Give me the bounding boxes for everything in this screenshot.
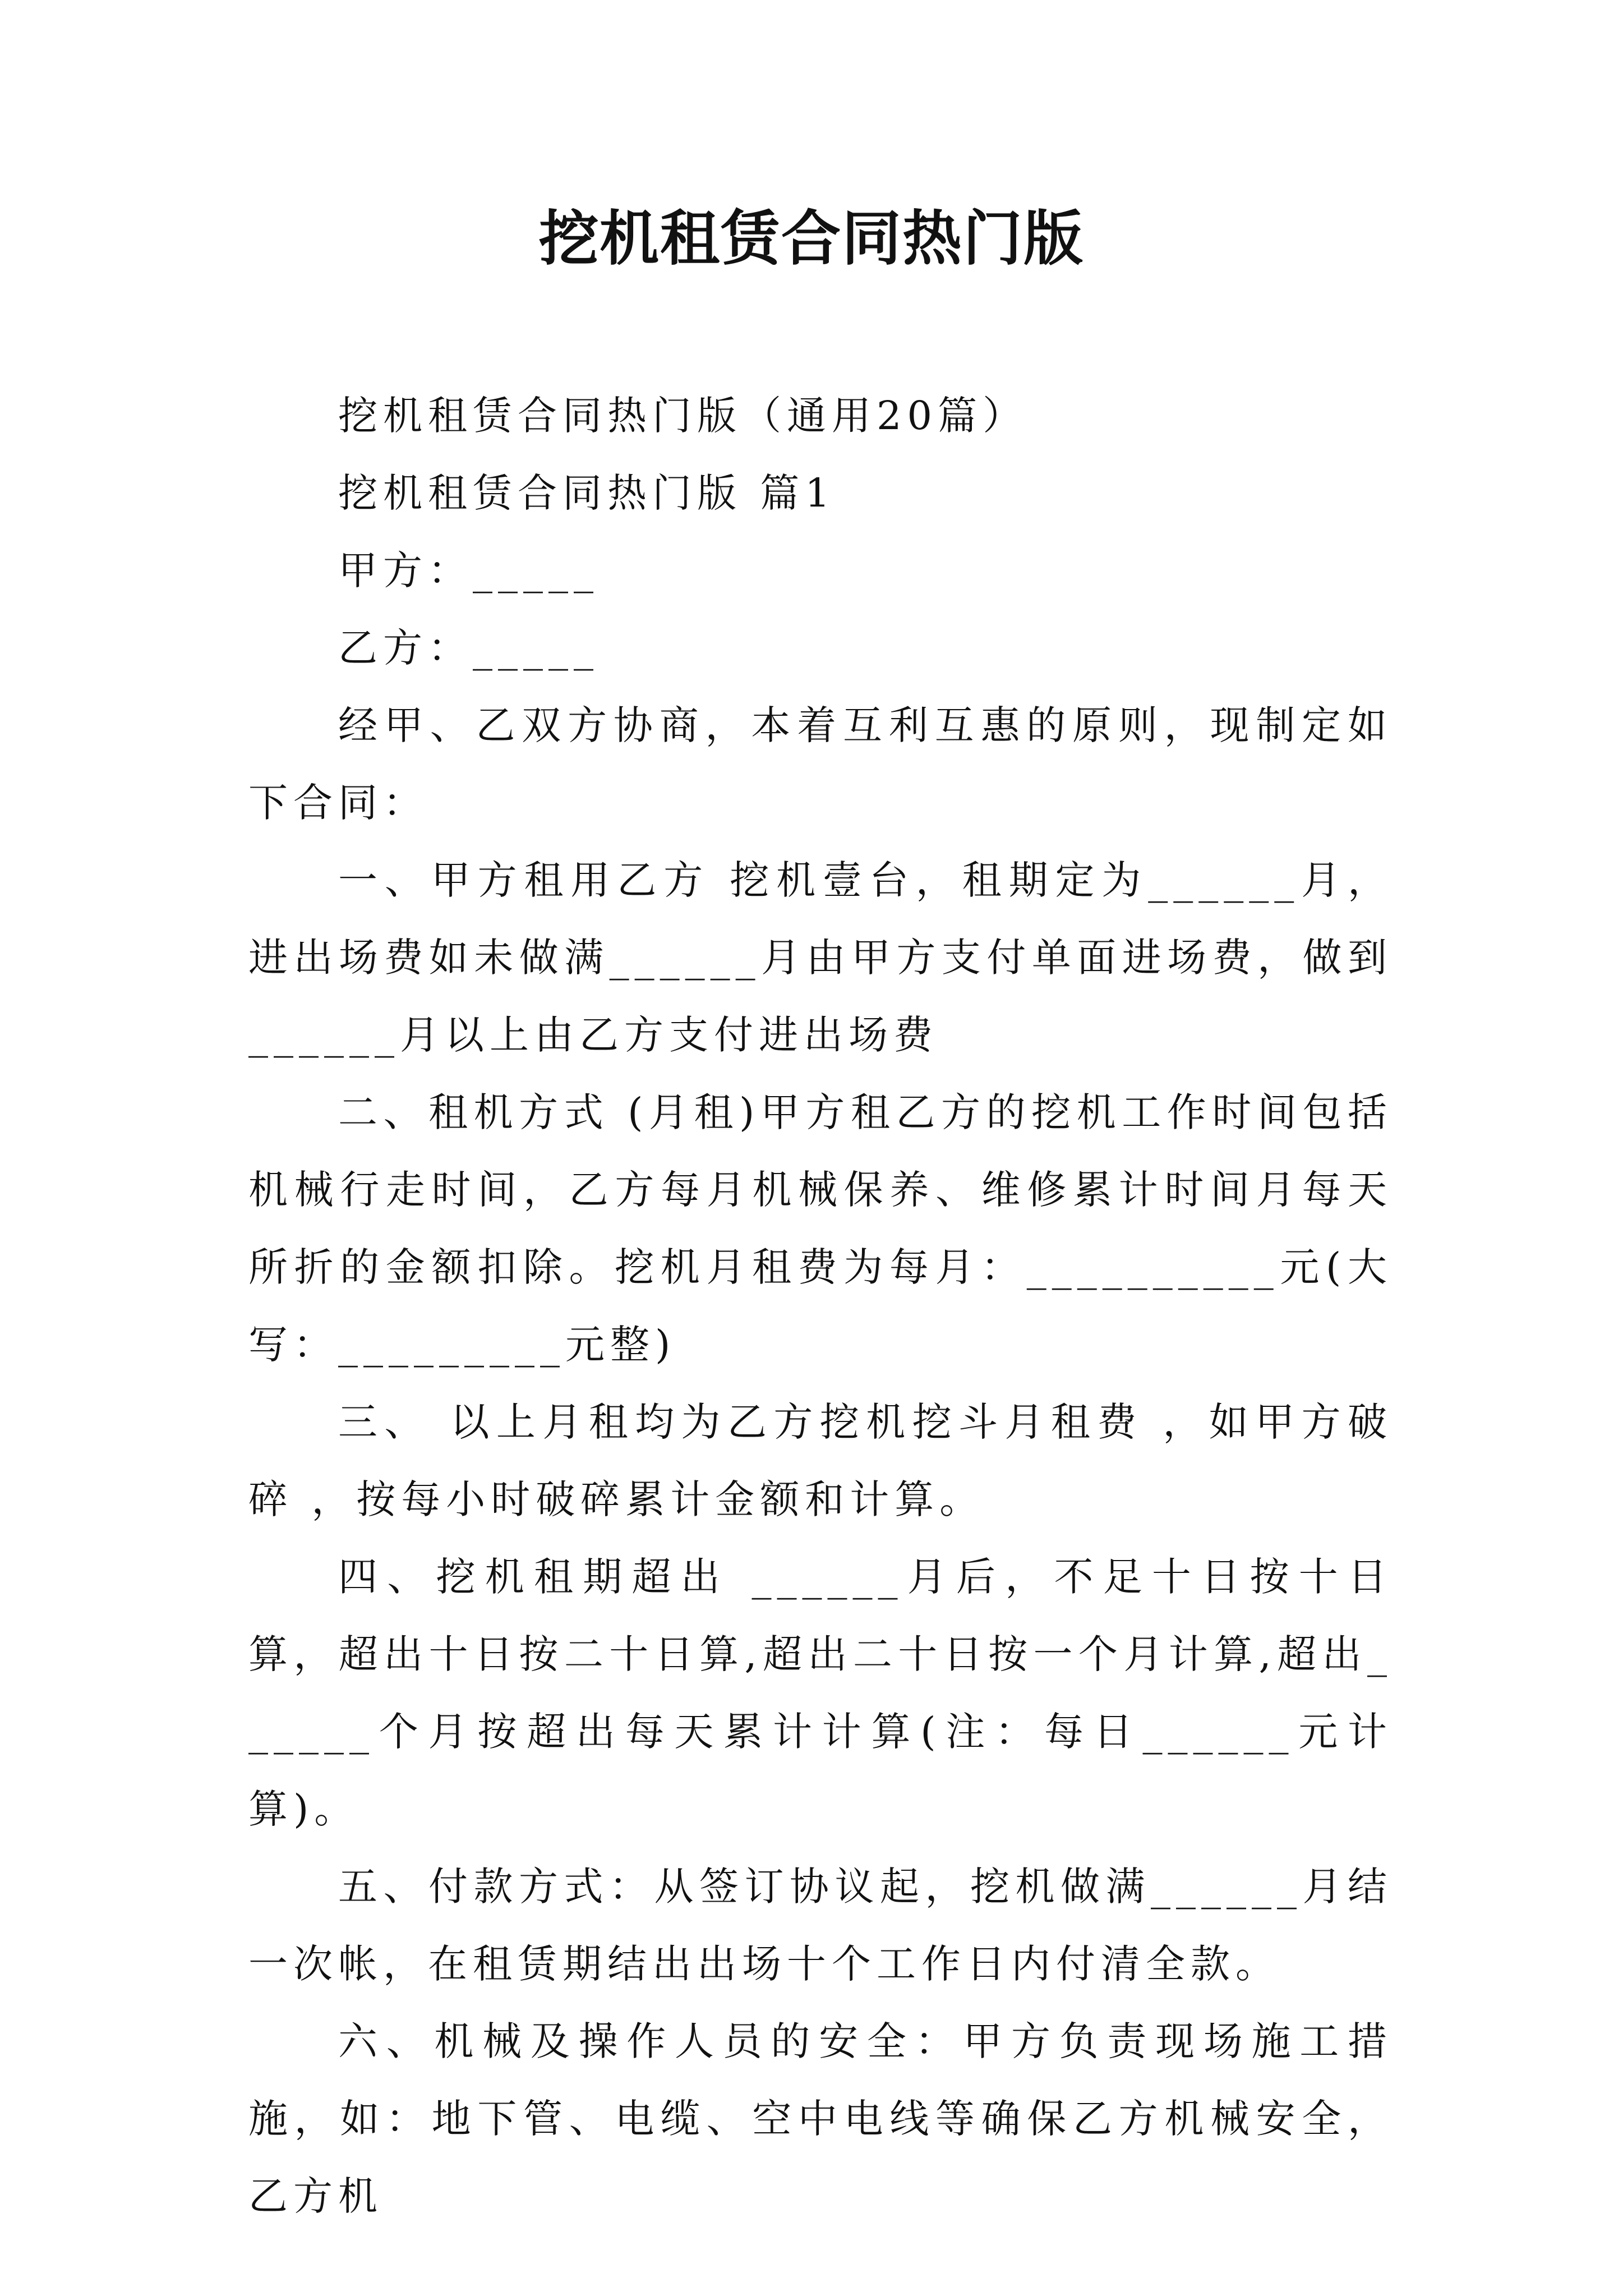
paragraph: 乙方：_____	[338, 625, 599, 671]
paragraph: 二、租机方式 (月租)甲方租乙方的挖机工作时间包括机械行走时间，乙方每月机械保养、维修累计时间月每天所折的金额扣除。挖机月租费为每月：__________元(大写：_________元整)	[248, 1089, 1393, 1368]
paragraph: 经甲、乙双方协商，本着互利互惠的原则，现制定如下合同：	[248, 702, 1393, 826]
paragraph: 四、挖机租期超出 ______月后，不足十日按十日算，超出十日按二十日算,超出二十日按一个月计算,超出______个月按超出每天累计计算(注：每日______元计算)。	[248, 1554, 1393, 1832]
document-title: 挖机租赁合同热门版	[539, 203, 1084, 273]
document-body	[248, 377, 1393, 2235]
paragraph: 一、甲方租用乙方 挖机壹台，租期定为______月，进出场费如未做满______月由甲方支付单面进场费，做到______月以上由乙方支付进出场费	[248, 857, 1393, 1058]
paragraph: 甲方：_____	[338, 547, 599, 593]
paragraph: 挖机租赁合同热门版 篇1	[338, 470, 836, 516]
paragraph: 挖机租赁合同热门版（通用20篇）	[338, 393, 1028, 439]
paragraph: 五、付款方式：从签订协议起，挖机做满______月结一次帐，在租赁期结出出场十个工作日内付清全款。	[248, 1864, 1393, 1987]
paragraph: 六、机械及操作人员的安全：甲方负责现场施工措施，如：地下管、电缆、空中电线等确保乙方机械安全，乙方机	[248, 2018, 1393, 2219]
paragraph: 三、 以上月租均为乙方挖机挖斗月租费 ，如甲方破碎 ，按每小时破碎累计金额和计算。	[248, 1399, 1393, 1522]
